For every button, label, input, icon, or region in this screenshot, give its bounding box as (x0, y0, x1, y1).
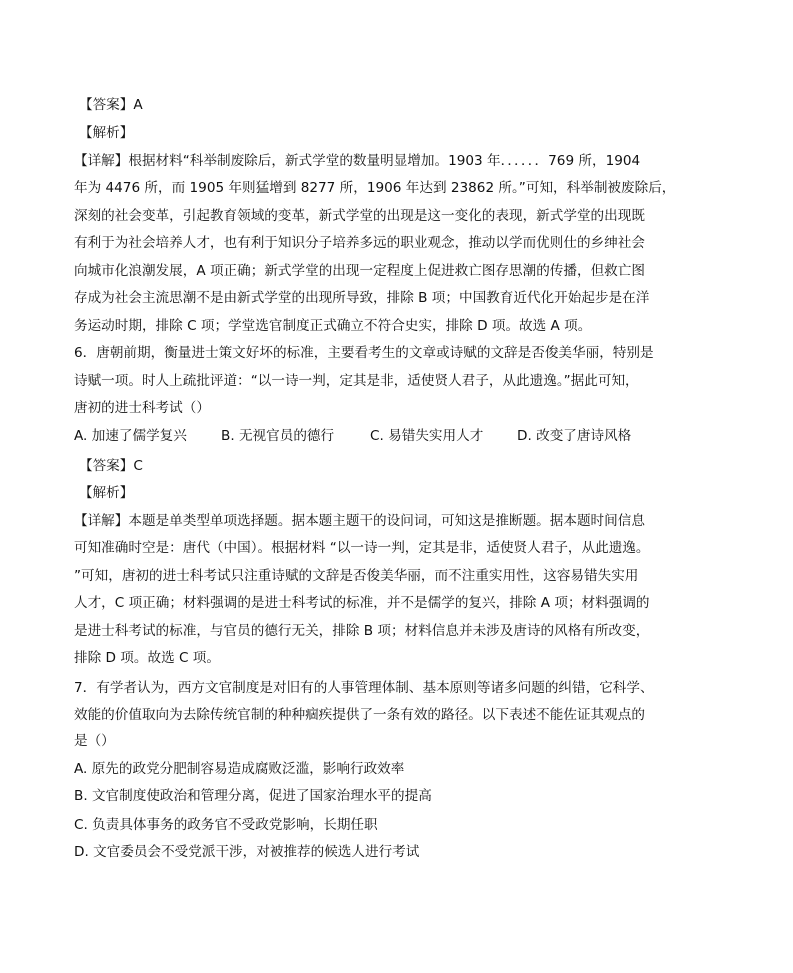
detail-line: 深刻的社会变革，引起教育领域的变革，新式学堂的出现是这一变化的表现，新式学堂的出现既 (74, 208, 645, 224)
option-b: B. 文官制度使政治和管理分离，促进了国家治理水平的提高 (74, 788, 432, 804)
detail-line: 年为 4476 所，而 1905 年则猛增到 8277 所，1906 年达到 23862 所。”可知，科举制被废除后， (74, 180, 676, 196)
detail-line: 务运动时期，排除 C 项；学堂选官制度正式确立不符合史实，排除 D 项。故选 A 项。 (74, 318, 592, 334)
question-line: 6．唐朝前期，衡量进士策文好坏的标准，主要看考生的文章或诗赋的文辞是否俊美华丽，特别是 (74, 345, 654, 361)
detail-line: 排除 D 项。故选 C 项。 (74, 650, 220, 666)
detail-line: 人才，C 项正确；材料强调的是进士科考试的标准，并不是儒学的复兴，排除 A 项；材料强调的 (74, 595, 650, 611)
detail-line: 【详解】根据材料“科举制废除后，新式学堂的数量明显增加。1903 年．．．．．．769 所，1904 (74, 153, 641, 169)
question-line: 唐初的进士科考试（） (74, 400, 210, 416)
answer-label: 【答案】C (79, 458, 143, 474)
question-line: 效能的价值取向为去除传统官制的种种痼疾提供了一条有效的路径。以下表述不能佐证其观点的 (74, 707, 645, 723)
option-a: A. 加速了儒学复兴 (74, 428, 187, 444)
analysis-label: 【解析】 (79, 125, 134, 141)
option-d: D. 改变了唐诗风格 (517, 428, 632, 444)
question-line: 7．有学者认为，西方文官制度是对旧有的人事管理体制、基本原则等诸多问题的纠错，它科学、 (74, 680, 654, 696)
option-b: B. 无视官员的德行 (221, 428, 335, 444)
question-line: 是（） (74, 733, 115, 749)
option-c: C. 易错失实用人才 (370, 428, 484, 444)
option-d: D. 文官委员会不受党派干涉，对被推荐的候选人进行考试 (74, 844, 420, 860)
question-line: 诗赋一项。时人上疏批评道：“以一诗一判，定其是非，适使贤人君子，从此遗逸。”据此可知， (74, 373, 639, 389)
detail-line: 向城市化浪潮发展，A 项正确；新式学堂的出现一定程度上促进救亡图存思潮的传播，但救亡图 (74, 263, 645, 279)
answer-label: 【答案】A (79, 97, 143, 113)
detail-line: 【详解】本题是单类型单项选择题。据本题主题干的设问词，可知这是推断题。据本题时间信息 (74, 513, 645, 529)
option-c: C. 负责具体事务的政务官不受政党影响，长期任职 (74, 817, 378, 833)
option-a: A. 原先的政党分肥制容易造成腐败泛滥，影响行政效率 (74, 761, 405, 777)
detail-line: ”可知，唐初的进士科考试只注重诗赋的文辞是否俊美华丽，而不注重实用性，这容易错失实用 (74, 568, 639, 584)
detail-line: 存成为社会主流思潮不是由新式学堂的出现所导致，排除 B 项；中国教育近代化开始起步是在洋 (74, 290, 650, 306)
detail-line: 有利于为社会培养人才，也有利于知识分子培养多远的职业观念，推动以学而优则仕的乡绅社会 (74, 235, 645, 251)
detail-line: 可知准确时空是：唐代（中国）。根据材料 “以一诗一判，定其是非，适使贤人君子，从此遗逸。 (74, 540, 650, 556)
analysis-label: 【解析】 (79, 485, 134, 501)
detail-line: 是进士科考试的标准，与官员的德行无关，排除 B 项；材料信息并未涉及唐诗的风格有所改变， (74, 623, 650, 639)
